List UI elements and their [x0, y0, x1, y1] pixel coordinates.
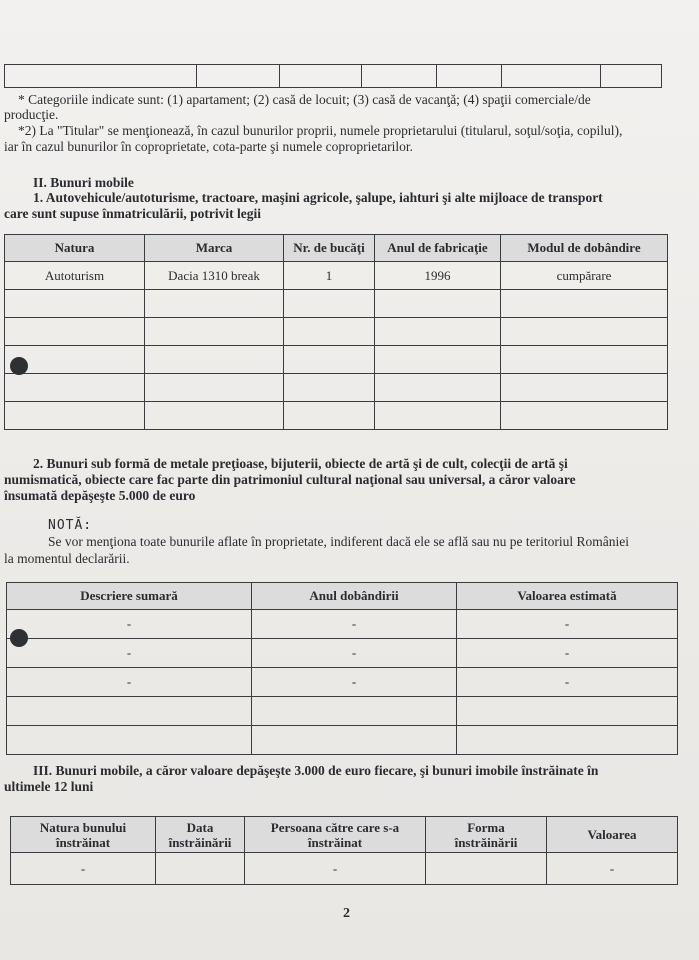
valuables-table: [6, 582, 678, 755]
table-row: [5, 290, 668, 318]
table-row: [5, 346, 668, 374]
table-cell: [252, 726, 457, 755]
table-row: [11, 853, 678, 885]
nota-text: Se vor menţiona toate bunurile aflate în proprietate, indiferent dacă ele se află sau nu pe teritoriul României: [48, 534, 630, 549]
footnote-categories-cont: producţie.: [4, 107, 59, 122]
table-cell: [375, 402, 501, 430]
table-cell: [501, 402, 668, 430]
table-cell: [284, 374, 375, 402]
table-cell: [5, 402, 145, 430]
table-cell: [145, 374, 284, 402]
top-table-fragment: [4, 64, 662, 88]
col-header: Natura: [5, 235, 145, 262]
col-header: Anul de fabricaţie: [375, 235, 501, 262]
col-header: Natura bunului înstrăinat: [11, 817, 156, 853]
item1-heading: 1. Autovehicule/autoturisme, tractoare, maşini agricole, şalupe, iahturi şi alte mijloace de transport: [33, 190, 603, 205]
table-row: [7, 639, 678, 668]
table-cell: [5, 374, 145, 402]
punch-hole: [10, 629, 28, 647]
table-cell: [7, 726, 252, 755]
table-row: [5, 374, 668, 402]
table-cell: [501, 374, 668, 402]
table-cell: [501, 290, 668, 318]
item2-heading: 2. Bunuri sub formă de metale preţioase, bijuterii, obiecte de artă şi de cult, colecţii de artă şi: [33, 456, 568, 471]
table-cell: [7, 697, 252, 726]
table-cell: -: [11, 853, 156, 885]
table-cell: -: [457, 668, 678, 697]
table-cell: Autoturism: [5, 262, 145, 290]
table-cell: [457, 726, 678, 755]
table-row: [7, 610, 678, 639]
table-cell: -: [7, 668, 252, 697]
footnote-titular-cont: iar în cazul bunurilor în coproprietate, cota-parte şi numele coproprietarilor.: [4, 139, 413, 154]
table-row: [5, 262, 668, 290]
alienated-table: [10, 816, 678, 885]
col-header: Valoarea estimată: [457, 583, 678, 610]
col-header: Modul de dobândire: [501, 235, 668, 262]
table-cell: [156, 853, 245, 885]
item2-heading-cont2: însumată depăşeşte 5.000 de euro: [4, 488, 196, 503]
table-cell: -: [547, 853, 678, 885]
footnote-categories: * Categoriile indicate sunt: (1) apartament; (2) casă de locuit; (3) casă de vacanţă; (4) spaţii comerciale/de: [18, 92, 591, 107]
table-cell: [5, 290, 145, 318]
table-row: [5, 318, 668, 346]
table-cell: cumpărare: [501, 262, 668, 290]
table-cell: [501, 346, 668, 374]
table-cell: [501, 318, 668, 346]
table-cell: [284, 290, 375, 318]
table-cell: [145, 402, 284, 430]
table-row: [7, 668, 678, 697]
col-header: Data înstrăinării: [156, 817, 245, 853]
col-header: Descriere sumară: [7, 583, 252, 610]
col-header: Persoana către care s-a înstrăinat: [245, 817, 426, 853]
col-header: Forma înstrăinării: [426, 817, 547, 853]
page-number: 2: [343, 906, 350, 921]
table-cell: [375, 374, 501, 402]
table-cell: [284, 346, 375, 374]
table-cell: -: [7, 610, 252, 639]
table-cell: [426, 853, 547, 885]
section3-title-cont: ultimele 12 luni: [4, 779, 94, 794]
table-cell: [284, 402, 375, 430]
section3-title: III. Bunuri mobile, a căror valoare depăşeşte 3.000 de euro fiecare, şi bunuri imobile înstrăinate în: [33, 763, 599, 778]
col-header: Nr. de bucăţi: [284, 235, 375, 262]
table-cell: [5, 318, 145, 346]
table-row: [7, 726, 678, 755]
item2-heading-cont: numismatică, obiecte care fac parte din patrimoniul cultural naţional sau universal, a căror valoare: [4, 472, 576, 487]
table-cell: [145, 290, 284, 318]
table-cell: [375, 318, 501, 346]
table-cell: -: [457, 639, 678, 668]
table-cell: 1996: [375, 262, 501, 290]
table-cell: -: [245, 853, 426, 885]
table-cell: [375, 290, 501, 318]
col-header: Marca: [145, 235, 284, 262]
table-row: [5, 402, 668, 430]
table-row: [7, 697, 678, 726]
table-cell: -: [457, 610, 678, 639]
table-cell: [145, 346, 284, 374]
table-cell: 1: [284, 262, 375, 290]
nota-label: NOTĂ:: [48, 518, 93, 533]
table-cell: [284, 318, 375, 346]
table-cell: [375, 346, 501, 374]
table-cell: Dacia 1310 break: [145, 262, 284, 290]
section-title-bunuri-mobile: II. Bunuri mobile: [33, 175, 134, 190]
footnote-titular: *2) La "Titular" se menţionează, în cazul bunurilor proprii, numele proprietarului (titularul, soţul/soţia, copilul),: [18, 123, 623, 138]
col-header: Anul dobândirii: [252, 583, 457, 610]
nota-text-cont: la momentul declarării.: [4, 551, 130, 566]
vehicles-table: [4, 234, 668, 430]
table-cell: -: [252, 610, 457, 639]
item1-heading-cont: care sunt supuse înmatriculării, potrivit legii: [4, 206, 261, 221]
table-cell: [145, 318, 284, 346]
table-cell: -: [252, 668, 457, 697]
table-cell: -: [252, 639, 457, 668]
table-cell: [252, 697, 457, 726]
table-cell: -: [7, 639, 252, 668]
table-cell: [457, 697, 678, 726]
col-header: Valoarea: [547, 817, 678, 853]
punch-hole: [10, 357, 28, 375]
